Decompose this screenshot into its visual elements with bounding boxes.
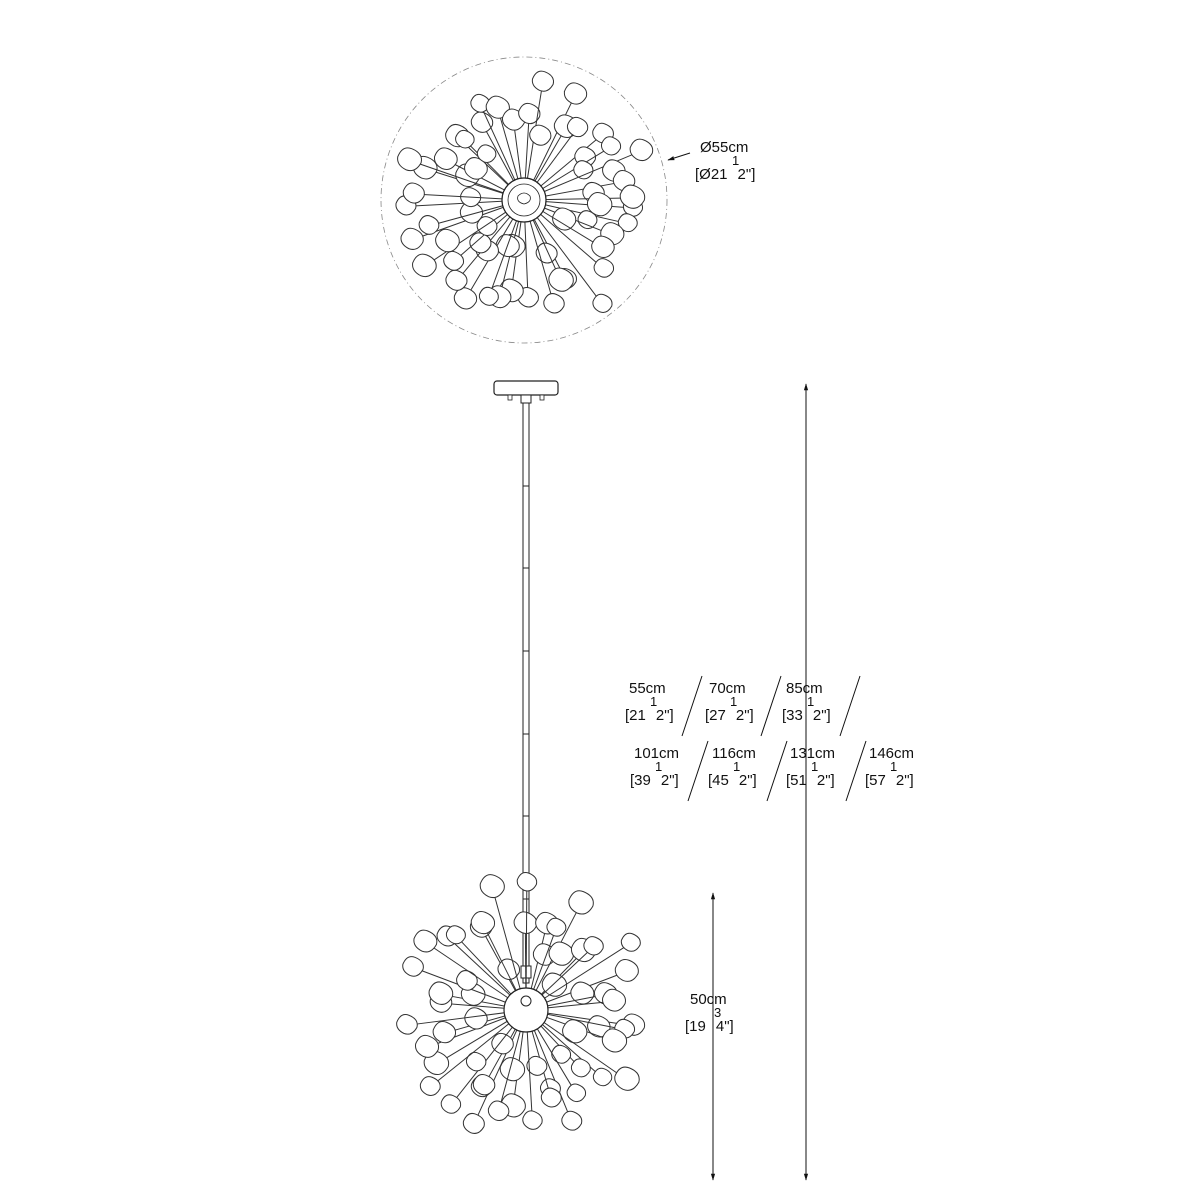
height-option (625, 680, 674, 724)
suspension-rod (521, 403, 531, 983)
glass-shade (456, 130, 475, 148)
glass-shade (571, 1059, 590, 1077)
glass-shade (480, 875, 504, 898)
glass-shade (603, 989, 626, 1011)
height-option (782, 680, 831, 724)
height-option-in-den: 2"] (655, 707, 674, 724)
height-option-in-den: 2"] (660, 772, 679, 789)
height-option-cm: 101cm (634, 745, 680, 762)
height-option-in-num: 1 (730, 694, 738, 709)
height-option-cm: 55cm (629, 680, 666, 697)
glass-shade (587, 193, 611, 216)
height-option-cm: 131cm (790, 745, 836, 762)
glass-shade (398, 148, 422, 171)
top-view (381, 57, 690, 343)
glass-shade (471, 911, 494, 933)
height-option (630, 745, 680, 789)
glass-shade (471, 112, 492, 132)
glass-shade (446, 926, 465, 944)
height-option-in-num: 1 (811, 759, 819, 774)
glass-shade (544, 294, 564, 313)
glass-shade (615, 1067, 639, 1090)
glass-shade (563, 1020, 587, 1043)
height-option-in-den: 2"] (816, 772, 835, 789)
glass-shade (584, 937, 603, 955)
glass-shade (415, 1035, 438, 1057)
glass-shade (564, 83, 586, 104)
glass-shade (549, 942, 573, 965)
diameter-cm: Ø55cm (700, 139, 749, 156)
height-option (786, 745, 836, 789)
height-option-cm: 146cm (869, 745, 915, 762)
height-option-in-whole: [27 (705, 707, 726, 724)
glass-shade (523, 1111, 542, 1129)
glass-shade (532, 71, 553, 91)
glass-shade (441, 1095, 460, 1113)
glass-shade (454, 288, 476, 309)
canopy (494, 381, 558, 403)
diameter-in-den: 2"] (737, 166, 756, 183)
glass-shade (414, 930, 437, 952)
height-option-in-whole: [21 (625, 707, 646, 724)
glass-shade (621, 933, 640, 951)
height-option-in-num: 1 (890, 759, 898, 774)
diameter-in-whole: [Ø21 (695, 166, 728, 183)
glass-shade (517, 872, 536, 890)
top-view-hub (502, 178, 546, 222)
glass-shade (433, 1021, 455, 1042)
glass-shade (569, 891, 593, 914)
height-option-in-num: 1 (650, 694, 658, 709)
height-option-in-whole: [57 (865, 772, 886, 789)
glass-shade (413, 254, 437, 277)
glass-shade (419, 216, 439, 235)
glass-shade (473, 1074, 494, 1094)
glass-shade (401, 228, 423, 249)
glass-shade (429, 982, 453, 1005)
height-option-in-den: 2"] (895, 772, 914, 789)
fixture-height-in-whole: [19 (685, 1018, 706, 1035)
glass-shade (465, 1008, 487, 1029)
fixture-height-cm: 50cm (690, 991, 727, 1008)
height-option (705, 680, 754, 724)
glass-shade (630, 139, 653, 160)
glass-shade (552, 1045, 571, 1063)
height-option-in-whole: [51 (786, 772, 807, 789)
diameter-leader (668, 153, 690, 160)
glass-shade (542, 973, 566, 996)
glass-shade (562, 1111, 582, 1130)
glass-shade (434, 148, 457, 170)
side-view-hub (504, 988, 548, 1032)
glass-shade (594, 259, 613, 278)
height-option-in-whole: [39 (630, 772, 651, 789)
glass-shade (593, 1068, 611, 1086)
fixture-height-in-den: 4"] (715, 1018, 734, 1035)
height-option (708, 745, 757, 789)
side-view (397, 872, 645, 1133)
glass-shade (457, 971, 478, 991)
height-option-cm: 70cm (709, 680, 746, 697)
glass-shade (463, 1113, 484, 1133)
height-option-in-den: 2"] (735, 707, 754, 724)
height-option-cm: 85cm (786, 680, 823, 697)
diameter-in-num: 1 (732, 153, 740, 168)
glass-shade (446, 270, 467, 290)
glass-shade (547, 918, 566, 936)
glass-shade (420, 1077, 440, 1096)
glass-shade (403, 183, 424, 203)
height-option (865, 745, 915, 789)
glass-shade (444, 251, 464, 270)
height-option-in-den: 2"] (738, 772, 757, 789)
height-option-in-whole: [33 (782, 707, 803, 724)
height-option-cm: 116cm (712, 745, 756, 762)
glass-shade (397, 1015, 418, 1035)
glass-shade (530, 125, 551, 145)
glass-shade (615, 959, 638, 981)
height-option-in-whole: [45 (708, 772, 729, 789)
glass-shade (436, 229, 460, 252)
height-option-in-num: 1 (733, 759, 741, 774)
fixture-height-in-num: 3 (714, 1005, 722, 1020)
glass-shade (567, 1084, 585, 1102)
height-option-in-num: 1 (807, 694, 815, 709)
diameter-label (695, 139, 756, 183)
fixture-height-label (685, 991, 734, 1035)
height-option-in-den: 2"] (812, 707, 831, 724)
glass-shade (514, 912, 537, 934)
glass-shade (492, 1033, 513, 1053)
glass-shade (620, 185, 644, 208)
glass-shade (477, 145, 496, 163)
glass-shade (403, 957, 424, 977)
height-option-in-num: 1 (655, 759, 663, 774)
glass-shade (601, 137, 620, 155)
glass-shade (593, 294, 612, 312)
glass-shade (567, 117, 587, 136)
